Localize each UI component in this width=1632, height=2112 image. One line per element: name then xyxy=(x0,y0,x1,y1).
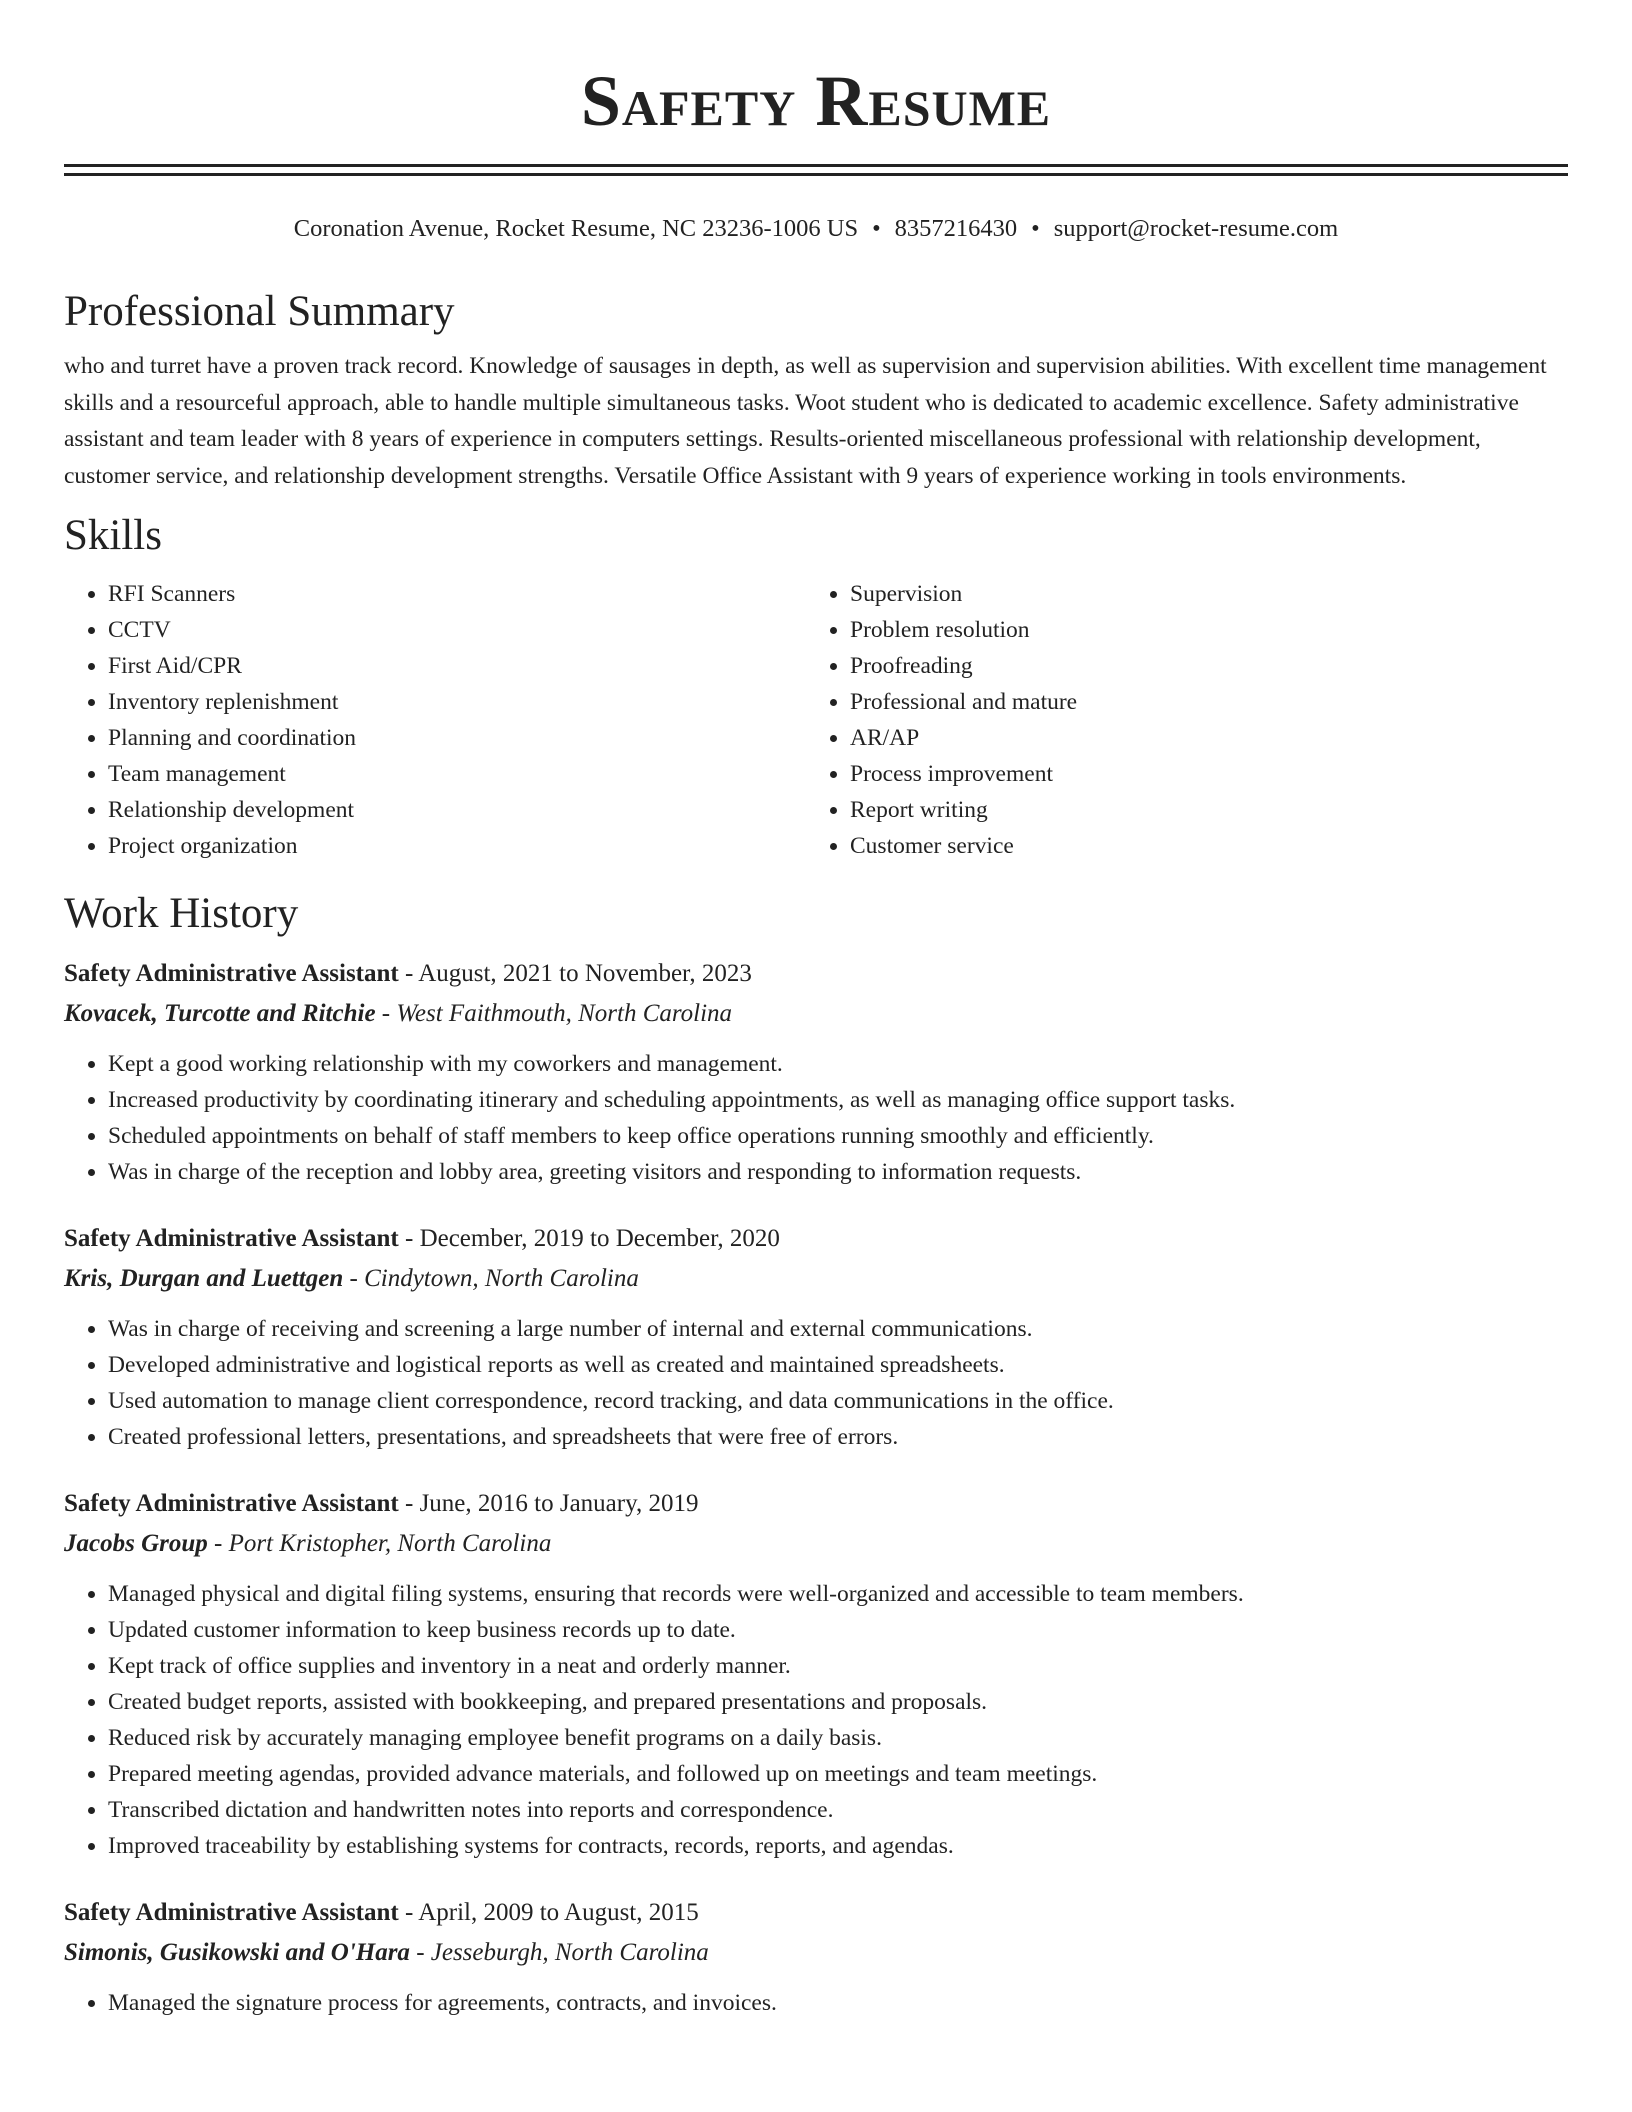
job-bullets xyxy=(64,1046,1568,1190)
skills-heading: Skills xyxy=(64,512,162,559)
job-location: West Faithmouth, North Carolina xyxy=(396,1000,733,1027)
job-location: Jesseburgh, North Carolina xyxy=(430,1939,709,1966)
job-company: Jacobs Group xyxy=(64,1530,208,1557)
job-bullet: • Kept track of office supplies and inventory in a neat and orderly manner. xyxy=(108,1648,1568,1684)
skill-item: • Project organization xyxy=(108,828,806,864)
skill-item: • Customer service xyxy=(850,828,1548,864)
job-title: Safety Administrative Assistant xyxy=(64,1899,399,1926)
job-title: Safety Administrative Assistant xyxy=(64,960,399,987)
job-location: Cindytown, North Carolina xyxy=(364,1265,639,1292)
job-bullet: • Was in charge of the reception and lobby area, greeting visitors and responding to information requests. xyxy=(108,1154,1568,1190)
skill-item: • Inventory replenishment xyxy=(108,684,806,720)
job-bullet: • Scheduled appointments on behalf of staff members to keep office operations running smoothly and efficiently. xyxy=(108,1118,1568,1154)
job-bullet: • Improved traceability by establishing systems for contracts, records, reports, and agendas. xyxy=(108,1828,1568,1864)
summary-heading: Professional Summary xyxy=(64,288,455,335)
skill-item: • Relationship development xyxy=(108,792,806,828)
contact-email: support@rocket-resume.com xyxy=(1053,215,1339,242)
job-dates: December, 2019 to December, 2020 xyxy=(419,1225,780,1252)
skill-item: • AR/AP xyxy=(850,720,1548,756)
job-company: Kris, Durgan and Luettgen xyxy=(64,1265,344,1292)
summary-text: who and turret have a proven track record. Knowledge of sausages in depth, as well as supervision and supervision abilities. With excellent time management skills and a resourceful approach, able to handle multiple simultaneous tasks. Woot student who is dedicated to academic excellence. Safety administrative assistant and team leader with 8 years of experience in computers settings. Results-oriented miscellaneous professional with relationship development, customer service, and relationship development strengths. Versatile Office Assistant with 9 years of experience working in tools environments. xyxy=(64,353,1547,489)
skill-item: • CCTV xyxy=(108,612,806,648)
contact-separator: • xyxy=(1031,215,1040,242)
job-entry xyxy=(64,1484,1568,1864)
job-company-line: Jacobs Group - Port Kristopher, North Carolina xyxy=(64,1530,552,1557)
job-entry xyxy=(64,1219,1568,1455)
contact-line xyxy=(64,214,1568,244)
job-bullets xyxy=(64,1985,1568,2021)
skill-item: • Proofreading xyxy=(850,648,1548,684)
job-dates: August, 2021 to November, 2023 xyxy=(418,960,752,987)
contact-separator: • xyxy=(872,215,881,242)
skill-item: • Team management xyxy=(108,756,806,792)
job-bullet: • Increased productivity by coordinating itinerary and scheduling appointments, as well as managing office support tasks. xyxy=(108,1082,1568,1118)
job-company-line: Kris, Durgan and Luettgen - Cindytown, North Carolina xyxy=(64,1265,639,1292)
job-title: Safety Administrative Assistant xyxy=(64,1490,399,1517)
skill-item: • RFI Scanners xyxy=(108,576,806,612)
skills-columns xyxy=(64,576,1568,864)
job-bullet: • Used automation to manage client correspondence, record tracking, and data communications in the office. xyxy=(108,1383,1568,1419)
skill-item: • Professional and mature xyxy=(850,684,1548,720)
job-dates: June, 2016 to January, 2019 xyxy=(419,1490,699,1517)
job-heading: Safety Administrative Assistant - August, 2021 to November, 2023 xyxy=(64,960,752,987)
job-heading: Safety Administrative Assistant - June, 2016 to January, 2019 xyxy=(64,1490,699,1517)
job-company: Kovacek, Turcotte and Ritchie xyxy=(64,1000,376,1027)
job-bullet: • Transcribed dictation and handwritten notes into reports and correspondence. xyxy=(108,1792,1568,1828)
skill-item: • First Aid/CPR xyxy=(108,648,806,684)
skill-item: • Supervision xyxy=(850,576,1548,612)
job-bullet: • Reduced risk by accurately managing employee benefit programs on a daily basis. xyxy=(108,1720,1568,1756)
header-rule-top xyxy=(64,164,1568,167)
contact-address: Coronation Avenue, Rocket Resume, NC 23236-1006 US xyxy=(293,215,859,242)
job-bullet: • Managed physical and digital filing systems, ensuring that records were well-organized and accessible to team members. xyxy=(108,1576,1568,1612)
job-entry xyxy=(64,954,1568,1190)
job-bullet: • Created professional letters, presentations, and spreadsheets that were free of errors. xyxy=(108,1419,1568,1455)
work-history-heading: Work History xyxy=(64,890,299,937)
job-bullet: • Managed the signature process for agreements, contracts, and invoices. xyxy=(108,1985,1568,2021)
job-dates: April, 2009 to August, 2015 xyxy=(418,1899,699,1926)
job-company-line: Kovacek, Turcotte and Ritchie - West Faithmouth, North Carolina xyxy=(64,1000,733,1027)
job-location: Port Kristopher, North Carolina xyxy=(228,1530,552,1557)
job-bullet: • Kept a good working relationship with my coworkers and management. xyxy=(108,1046,1568,1082)
contact-phone: 8357216430 xyxy=(894,215,1018,242)
skill-item: • Report writing xyxy=(850,792,1548,828)
resume-page xyxy=(64,0,1568,2021)
job-bullets xyxy=(64,1576,1568,1864)
job-bullet: • Was in charge of receiving and screening a large number of internal and external communications. xyxy=(108,1311,1568,1347)
job-heading: Safety Administrative Assistant - April, 2009 to August, 2015 xyxy=(64,1899,699,1926)
job-entry xyxy=(64,1893,1568,2021)
job-bullet: • Prepared meeting agendas, provided advance materials, and followed up on meetings and team meetings. xyxy=(108,1756,1568,1792)
job-bullet: • Created budget reports, assisted with bookkeeping, and prepared presentations and proposals. xyxy=(108,1684,1568,1720)
skills-list-left xyxy=(64,576,806,864)
job-heading: Safety Administrative Assistant - December, 2019 to December, 2020 xyxy=(64,1225,780,1252)
skill-item: • Process improvement xyxy=(850,756,1548,792)
job-company-line: Simonis, Gusikowski and O'Hara - Jesseburgh, North Carolina xyxy=(64,1939,709,1966)
skill-item: • Planning and coordination xyxy=(108,720,806,756)
job-company: Simonis, Gusikowski and O'Hara xyxy=(64,1939,410,1966)
job-bullet: • Updated customer information to keep business records up to date. xyxy=(108,1612,1568,1648)
resume-title: Safety Resume xyxy=(580,61,1052,141)
skills-list-right xyxy=(806,576,1548,864)
job-bullet: • Developed administrative and logistical reports as well as created and maintained spreadsheets. xyxy=(108,1347,1568,1383)
skill-item: • Problem resolution xyxy=(850,612,1548,648)
header-rule-bottom xyxy=(64,173,1568,176)
job-bullets xyxy=(64,1311,1568,1455)
job-title: Safety Administrative Assistant xyxy=(64,1225,399,1252)
